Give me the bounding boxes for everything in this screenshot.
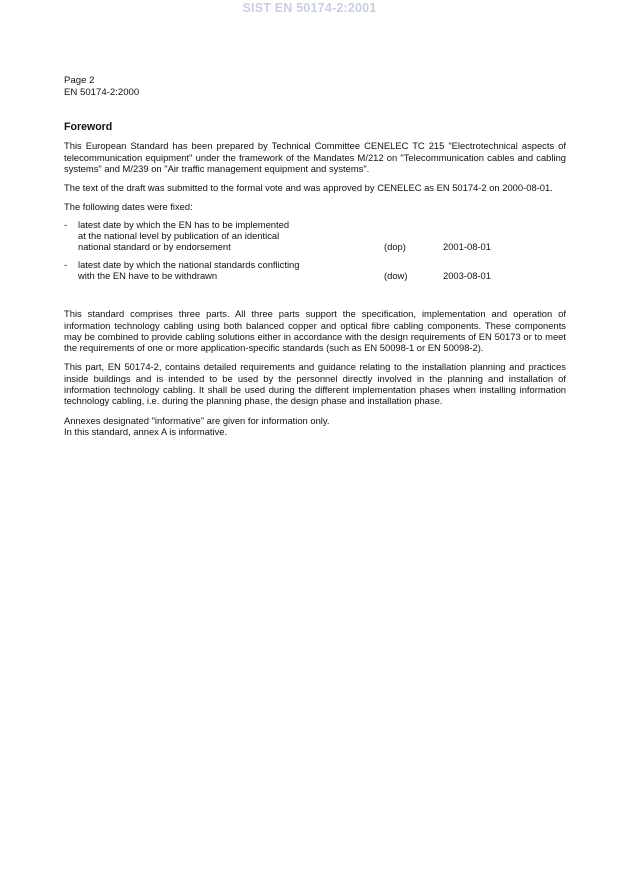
date-value: 2001-08-01 — [443, 241, 491, 253]
page-header — [64, 75, 139, 99]
date-item-description — [78, 259, 384, 282]
section-spacer — [64, 290, 566, 308]
date-code: (dop) — [384, 241, 406, 253]
date-item-line: with the EN have to be withdrawn — [78, 269, 218, 281]
foreword-paragraph-this-part: This part, EN 50174-2, contains detailed requirements and guidance relating to the installation planning and practices inside buildings and is intended to be used by the personnel directly involved in the planning and installation of information technology cabling. It shall be used during the different implementation phases when installing information technology cabling, i.e. during the planning phase, the design phase and installation phase. — [64, 361, 566, 407]
foreword-paragraph-approval: The text of the draft was submitted to the formal vote and was approved by CENELEC as EN 50174-2 on 2000-08-01. — [64, 182, 553, 194]
list-dash: - — [64, 258, 68, 270]
foreword-paragraph-annex-a: In this standard, annex A is informative. — [64, 425, 228, 437]
date-item-dop — [64, 219, 566, 253]
foreword-paragraph-prepared-by: This European Standard has been prepared by Technical Committee CENELEC TC 215 "Electrotechnical aspects of telecommunication equipment" under the framework of the Mandates M/212 on "Telecommunication cables and cabling systems" and M/239 on "Air traffic management equipment and systems". — [64, 140, 566, 174]
foreword-paragraph-three-parts: This standard comprises three parts. All three parts support the specification, implementation and operation of information technology cabling using both balanced copper and optical fibre cabling components. These components may be combined to provide cabling solutions either in accordance with the design requirements of EN 50173 or to meet the requirements of one or more application-specific standards (such as EN 50098-1 or EN 50098-2). — [64, 308, 566, 354]
date-item-dow — [64, 259, 566, 282]
date-value: 2003-08-01 — [443, 269, 491, 281]
date-item-line: latest date by which the national standards conflicting — [78, 258, 300, 270]
date-item-line: latest date by which the EN has to be implemented — [78, 218, 290, 230]
date-item-description — [78, 219, 384, 253]
date-code: (dow) — [384, 269, 408, 281]
document-watermark: SIST EN 50174-2:2001 — [242, 1, 377, 15]
document-id: EN 50174-2:2000 — [64, 87, 140, 98]
date-item-line: at the national level by publication of an identical — [78, 230, 280, 242]
foreword-heading: Foreword — [64, 121, 113, 133]
list-dash: - — [64, 218, 68, 230]
foreword-section — [64, 122, 566, 445]
dates-list — [64, 219, 566, 281]
date-item-line: national standard or by endorsement — [78, 241, 231, 253]
page-number: Page 2 — [64, 75, 95, 86]
foreword-paragraph-dates-intro: The following dates were fixed: — [64, 201, 193, 213]
foreword-paragraph-annexes: Annexes designated "informative" are given for information only. — [64, 414, 330, 426]
